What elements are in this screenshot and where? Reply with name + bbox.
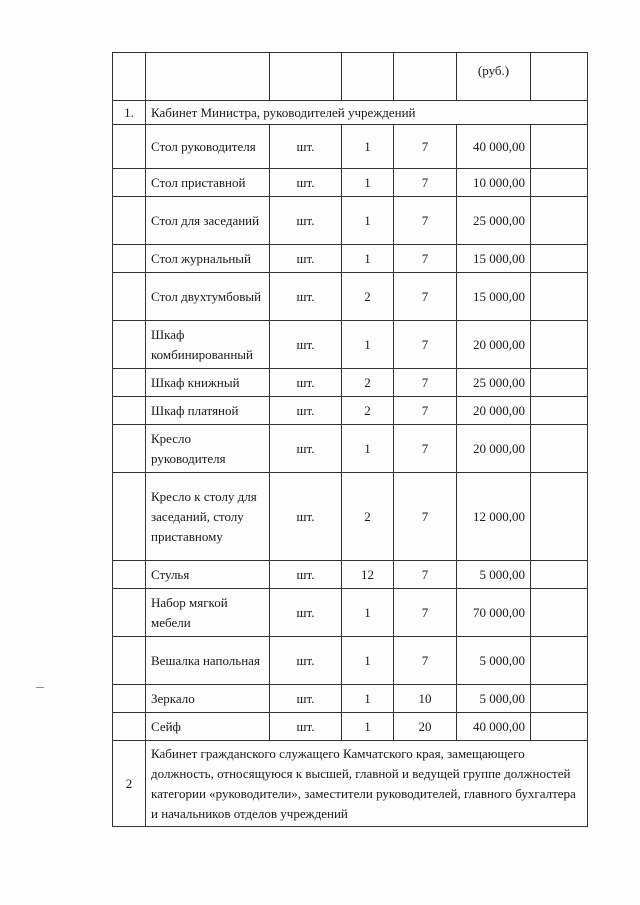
item-service-years: 7 xyxy=(394,561,457,589)
item-unit: шт. xyxy=(270,125,342,169)
section-number: 2 xyxy=(113,741,146,827)
item-name: Стулья xyxy=(146,561,270,589)
empty-cell xyxy=(531,321,588,369)
empty-cell xyxy=(531,637,588,685)
item-unit: шт. xyxy=(270,245,342,273)
section-row-1 xyxy=(113,101,588,125)
table-row xyxy=(113,713,588,741)
item-service-years: 7 xyxy=(394,125,457,169)
item-quantity: 12 xyxy=(342,561,394,589)
item-unit: шт. xyxy=(270,589,342,637)
item-price: 20 000,00 xyxy=(457,425,531,473)
row-number-cell xyxy=(113,685,146,713)
item-price: 5 000,00 xyxy=(457,685,531,713)
item-price: 12 000,00 xyxy=(457,473,531,561)
items-body xyxy=(113,125,588,741)
item-price: 25 000,00 xyxy=(457,369,531,397)
row-number-cell xyxy=(113,197,146,245)
item-service-years: 7 xyxy=(394,197,457,245)
item-service-years: 7 xyxy=(394,369,457,397)
empty-cell xyxy=(531,685,588,713)
item-quantity: 2 xyxy=(342,397,394,425)
item-service-years: 7 xyxy=(394,273,457,321)
item-unit: шт. xyxy=(270,561,342,589)
row-number-cell xyxy=(113,589,146,637)
table-row xyxy=(113,637,588,685)
section-number: 1. xyxy=(113,101,146,125)
item-name: Стол приставной xyxy=(146,169,270,197)
table-row xyxy=(113,685,588,713)
item-service-years: 7 xyxy=(394,589,457,637)
item-service-years: 7 xyxy=(394,397,457,425)
item-price: 25 000,00 xyxy=(457,197,531,245)
item-unit: шт. xyxy=(270,169,342,197)
empty-cell xyxy=(531,589,588,637)
row-number-cell xyxy=(113,425,146,473)
item-service-years: 7 xyxy=(394,321,457,369)
item-name: Сейф xyxy=(146,713,270,741)
empty-cell xyxy=(531,245,588,273)
item-unit: шт. xyxy=(270,637,342,685)
item-service-years: 20 xyxy=(394,713,457,741)
item-service-years: 10 xyxy=(394,685,457,713)
row-number-cell xyxy=(113,369,146,397)
row-number-cell xyxy=(113,397,146,425)
item-unit: шт. xyxy=(270,685,342,713)
item-service-years: 7 xyxy=(394,637,457,685)
table-row xyxy=(113,369,588,397)
unit-note: (руб.) xyxy=(457,53,531,101)
item-quantity: 1 xyxy=(342,589,394,637)
row-number-cell xyxy=(113,473,146,561)
table-row xyxy=(113,125,588,169)
item-name: Стол для заседаний xyxy=(146,197,270,245)
item-name: Кресло руководителя xyxy=(146,425,270,473)
row-number-cell xyxy=(113,245,146,273)
table-row xyxy=(113,273,588,321)
table-row xyxy=(113,425,588,473)
item-unit: шт. xyxy=(270,397,342,425)
item-name: Вешалка напольная xyxy=(146,637,270,685)
item-price: 15 000,00 xyxy=(457,273,531,321)
item-name: Шкаф комбинированный xyxy=(146,321,270,369)
item-name: Зеркало xyxy=(146,685,270,713)
item-name: Стол двухтумбовый xyxy=(146,273,270,321)
item-name: Набор мягкой мебели xyxy=(146,589,270,637)
item-quantity: 1 xyxy=(342,125,394,169)
item-service-years: 7 xyxy=(394,425,457,473)
table-row xyxy=(113,589,588,637)
table-row xyxy=(113,197,588,245)
item-quantity: 1 xyxy=(342,321,394,369)
item-quantity: 1 xyxy=(342,685,394,713)
item-quantity: 1 xyxy=(342,713,394,741)
empty-cell xyxy=(531,369,588,397)
item-quantity: 2 xyxy=(342,369,394,397)
item-unit: шт. xyxy=(270,473,342,561)
empty-cell xyxy=(531,473,588,561)
item-quantity: 2 xyxy=(342,473,394,561)
item-service-years: 7 xyxy=(394,245,457,273)
table-row xyxy=(113,473,588,561)
item-price: 5 000,00 xyxy=(457,561,531,589)
section-row-2 xyxy=(113,741,588,827)
item-unit: шт. xyxy=(270,273,342,321)
header-tail-row xyxy=(113,53,588,101)
item-service-years: 7 xyxy=(394,169,457,197)
item-quantity: 1 xyxy=(342,245,394,273)
empty-cell xyxy=(531,273,588,321)
item-unit: шт. xyxy=(270,197,342,245)
item-price: 20 000,00 xyxy=(457,321,531,369)
item-price: 70 000,00 xyxy=(457,589,531,637)
table-row xyxy=(113,321,588,369)
table-row xyxy=(113,561,588,589)
item-quantity: 1 xyxy=(342,637,394,685)
section-title: Кабинет гражданского служащего Камчатского края, замещающего должность, относящуюся к высшей, главной и ведущей группе должностей категории «руководители», заместители руководителей, главного бухгалтера и начальников отделов учреждений xyxy=(146,741,588,827)
item-price: 15 000,00 xyxy=(457,245,531,273)
item-price: 10 000,00 xyxy=(457,169,531,197)
row-number-cell xyxy=(113,713,146,741)
table-row xyxy=(113,397,588,425)
item-unit: шт. xyxy=(270,369,342,397)
item-name: Шкаф книжный xyxy=(146,369,270,397)
item-quantity: 2 xyxy=(342,273,394,321)
row-number-cell xyxy=(113,169,146,197)
empty-cell xyxy=(531,425,588,473)
empty-cell xyxy=(531,169,588,197)
scan-mark xyxy=(36,687,44,688)
row-number-cell xyxy=(113,125,146,169)
item-name: Стол журнальный xyxy=(146,245,270,273)
empty-cell xyxy=(531,125,588,169)
item-quantity: 1 xyxy=(342,197,394,245)
row-number-cell xyxy=(113,321,146,369)
item-service-years: 7 xyxy=(394,473,457,561)
item-name: Стол руководителя xyxy=(146,125,270,169)
item-name: Шкаф платяной xyxy=(146,397,270,425)
item-unit: шт. xyxy=(270,321,342,369)
item-price: 40 000,00 xyxy=(457,713,531,741)
row-number-cell xyxy=(113,561,146,589)
item-price: 20 000,00 xyxy=(457,397,531,425)
item-price: 5 000,00 xyxy=(457,637,531,685)
item-quantity: 1 xyxy=(342,169,394,197)
table-row xyxy=(113,245,588,273)
table-row xyxy=(113,169,588,197)
row-number-cell xyxy=(113,273,146,321)
empty-cell xyxy=(531,561,588,589)
furniture-norms-table xyxy=(112,52,588,827)
item-name: Кресло к столу для заседаний, столу приставному xyxy=(146,473,270,561)
empty-cell xyxy=(531,397,588,425)
empty-cell xyxy=(531,197,588,245)
item-quantity: 1 xyxy=(342,425,394,473)
section-title: Кабинет Министра, руководителей учреждений xyxy=(146,101,588,125)
item-price: 40 000,00 xyxy=(457,125,531,169)
item-unit: шт. xyxy=(270,713,342,741)
row-number-cell xyxy=(113,637,146,685)
empty-cell xyxy=(531,713,588,741)
item-unit: шт. xyxy=(270,425,342,473)
